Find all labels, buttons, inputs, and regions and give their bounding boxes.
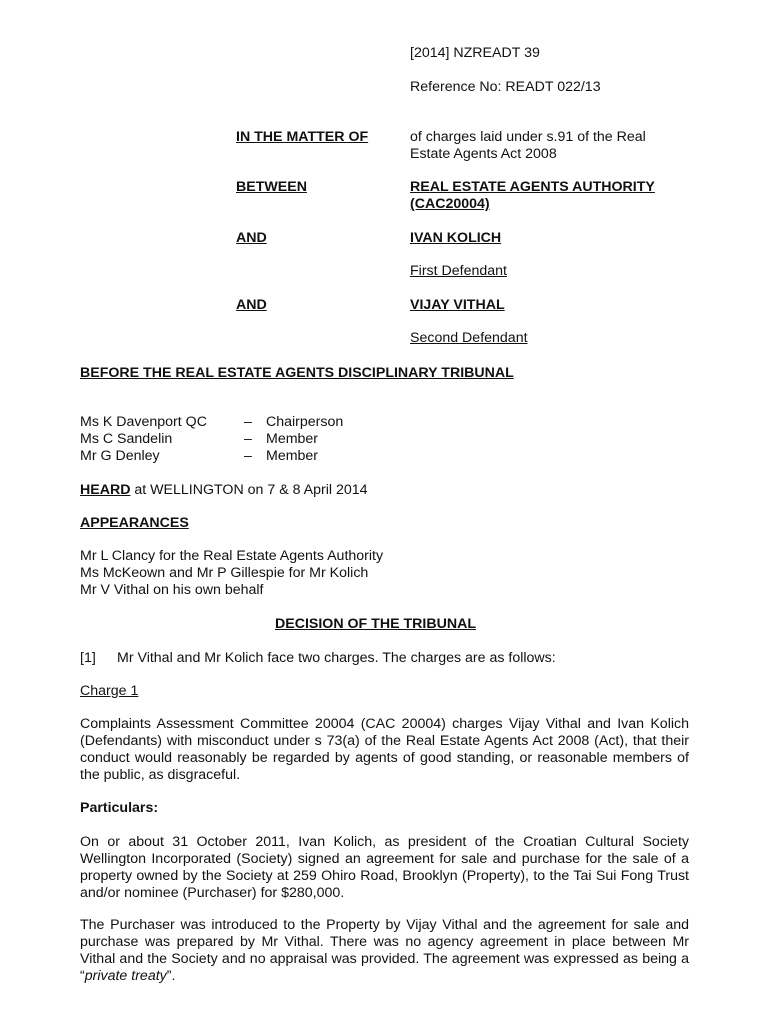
private-treaty-emphasis: private treaty	[84, 968, 167, 984]
between-party-line1: REAL ESTATE AGENTS AUTHORITY	[410, 179, 655, 195]
and-label-2: AND	[236, 297, 267, 313]
second-defendant-role: Second Defendant	[410, 330, 528, 346]
appearance-line: Mr V Vithal on his own behalf	[80, 582, 264, 598]
charge-1-heading: Charge 1	[80, 683, 139, 699]
appearance-line: Mr L Clancy for the Real Estate Agents Authority	[80, 548, 384, 564]
panel-member-name: Ms C Sandelin	[80, 431, 173, 447]
in-the-matter-line2: Estate Agents Act 2008	[410, 146, 557, 162]
and-label-1: AND	[236, 230, 267, 246]
charge-1-paragraph: Complaints Assessment Committee 20004 (CAC 20004) charges Vijay Vithal and Ivan Kolich (Defendants) with misconduct under s 73(a) of the Real Estate Agents Act 2008 (Act), that their conduct would reasonably be regarded by agents of good standing, or reasonable members of the public, as disgraceful.	[80, 716, 689, 783]
paragraph-number: [1]	[80, 650, 96, 666]
reference-number: Reference No: READT 022/13	[410, 79, 601, 95]
charge-1-text	[80, 716, 689, 784]
paragraph-text: Mr Vithal and Mr Kolich face two charges. The charges are as follows:	[117, 650, 556, 666]
heard-line	[80, 482, 368, 499]
citation: [2014] NZREADT 39	[410, 45, 540, 61]
first-defendant-name: IVAN KOLICH	[410, 230, 502, 246]
tribunal-heading: BEFORE THE REAL ESTATE AGENTS DISCIPLINARY TRIBUNAL	[80, 365, 514, 381]
particulars-text-2	[80, 917, 689, 985]
panel-member-dash: –	[244, 448, 252, 464]
in-the-matter-line1: of charges laid under s.91 of the Real	[410, 129, 646, 145]
appearances-heading: APPEARANCES	[80, 515, 189, 531]
particulars-paragraph-2	[80, 917, 689, 985]
panel-member-role: Member	[266, 448, 319, 464]
between-party-line2: (CAC20004)	[410, 196, 490, 212]
particulars-paragraph-1	[80, 834, 689, 902]
heard-text: at WELLINGTON on 7 & 8 April 2014	[130, 482, 368, 498]
panel-member-role: Chairperson	[266, 414, 344, 430]
particulars-heading: Particulars:	[80, 800, 159, 816]
in-the-matter-label: IN THE MATTER OF	[236, 129, 369, 145]
between-label: BETWEEN	[236, 179, 307, 195]
particulars-text-2-end: ”.	[166, 968, 176, 984]
panel-member-name: Mr G Denley	[80, 448, 160, 464]
particulars-text-1: On or about 31 October 2011, Ivan Kolich, as president of the Croatian Cultural Society Wellington Incorporated (Society) signed an agreement for sale and purchase for the sale of a property owned by the Society at 259 Ohiro Road, Brooklyn (Property), to the Tai Sui Fong Trust and/or nominee (Purchaser) for $280,000.	[80, 834, 689, 901]
panel-member-dash: –	[244, 431, 252, 447]
panel-member-name: Ms K Davenport QC	[80, 414, 207, 430]
second-defendant-name: VIJAY VITHAL	[410, 297, 505, 313]
panel-member-role: Member	[266, 431, 319, 447]
decision-heading: DECISION OF THE TRIBUNAL	[275, 616, 476, 632]
panel-member-dash: –	[244, 414, 252, 430]
particulars-text-2-start: The Purchaser was introduced to the Property by Vijay Vithal and the agreement for sale and purchase was prepared by Mr Vithal. There was no agency agreement in place between Mr Vithal and the Society and no appraisal was provided. The agreement was expressed as being a “	[80, 917, 689, 984]
heard-label: HEARD	[80, 482, 131, 498]
first-defendant-role: First Defendant	[410, 263, 507, 279]
appearance-line: Ms McKeown and Mr P Gillespie for Mr Kolich	[80, 565, 369, 581]
